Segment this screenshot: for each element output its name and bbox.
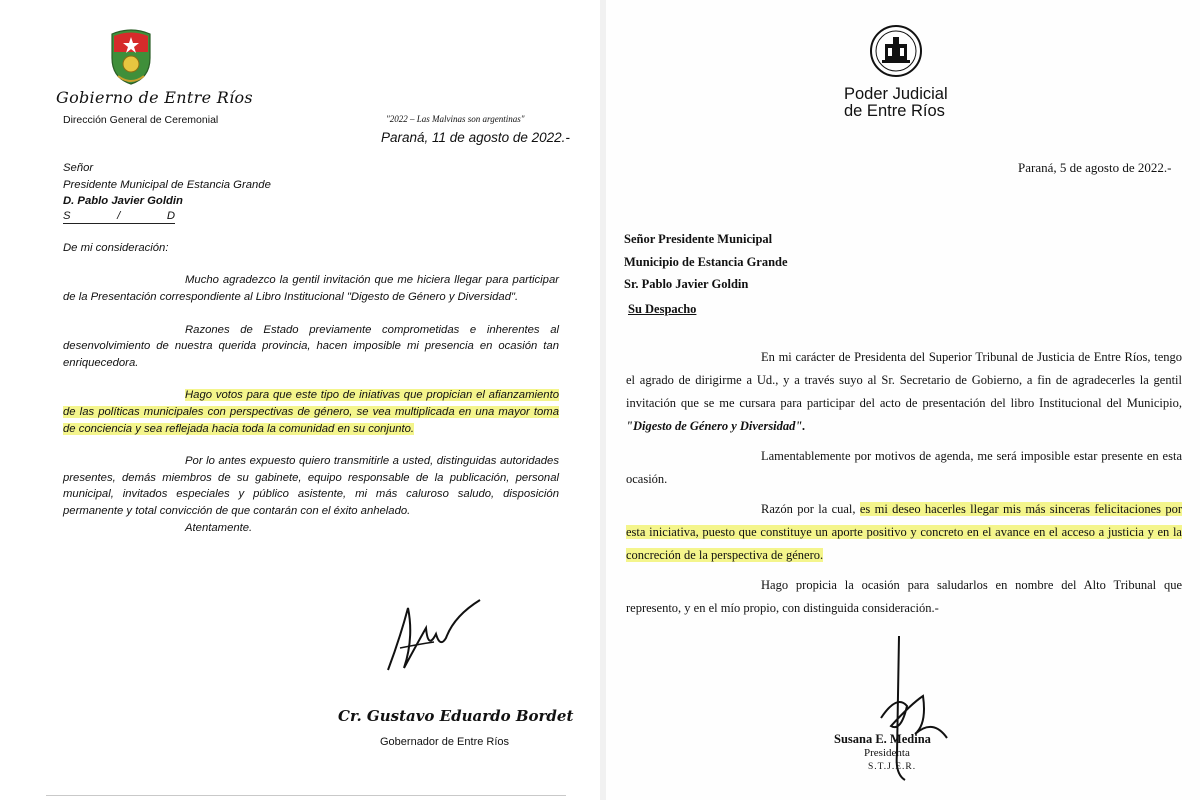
year-motto: "2022 – Las Malvinas son argentinas" xyxy=(386,114,525,124)
highlighted-text: es mi deseo hacerles llegar mis más sinceras felicitaciones por esta iniciativa, puesto que constituye un aporte positivo y concreto en el avance en el acceso a justicia y en la concreción de la perspectiva de género. xyxy=(626,502,1182,562)
footer-rule xyxy=(46,795,566,796)
paragraph-1: Mucho agradezco la gentil invitación que me hiciera llegar para participar de la Presentación correspondiente al Libro Institucional "Digesto de Género y Diversidad". xyxy=(63,274,559,303)
opening-line: De mi consideración: xyxy=(63,241,169,254)
judiciary-letter xyxy=(606,0,1200,800)
judiciary-name xyxy=(844,86,948,120)
government-name: Gobierno de Entre Ríos xyxy=(56,88,253,107)
judiciary-emblem-icon xyxy=(869,24,923,78)
closing: Atentamente. xyxy=(185,521,253,534)
recipient-line-3: Sr. Pablo Javier Goldin xyxy=(624,277,749,291)
su-despacho-abbrev xyxy=(63,210,175,224)
paragraph-4: Por lo antes expuesto quiero transmitirle a usted, distinguidas autoridades presentes, demás miembros de su gabinete, equipo responsable de la publicación, personal municipal, invitados especiales y público asistente, mi más caluroso saludo, disposición permanente y total convicción de que contarán con el éxito anhelado. xyxy=(63,455,559,517)
recipient-name: D. Pablo Javier Goldin xyxy=(63,195,183,208)
recipient-line-1: Señor Presidente Municipal xyxy=(624,232,773,246)
signer-name: Cr. Gustavo Eduardo Bordet xyxy=(338,707,574,725)
d-letter: D xyxy=(166,209,175,222)
paragraph-3 xyxy=(626,498,1182,567)
paragraph-4: Hago propicia la ocasión para saludarlos en nombre del Alto Tribunal que represento, y en el mío propio, con distinguida consideración.- xyxy=(626,578,1182,615)
slash: / xyxy=(117,209,121,222)
recipient-position: Presidente Municipal de Estancia Grande xyxy=(63,178,271,191)
paragraph-3-highlighted xyxy=(63,387,559,437)
handwritten-signature-icon xyxy=(370,598,500,678)
entre-rios-coat-of-arms-icon xyxy=(108,28,154,86)
signer-name: Susana E. Medina xyxy=(834,732,931,746)
judiciary-name-line-1: Poder Judicial xyxy=(844,85,948,103)
letter-date: Paraná, 11 de agosto de 2022.- xyxy=(381,130,570,145)
recipient-line-2: Municipio de Estancia Grande xyxy=(624,254,788,269)
paragraph-2: Lamentablemente por motivos de agenda, me será imposible estar presente en esta ocasión. xyxy=(626,449,1182,486)
su-despacho: Su Despacho xyxy=(628,302,697,316)
paragraph-2: Razones de Estado previamente comprometidas e inherentes al desenvolvimiento de nuestra querida provincia, hacen imposible mi presencia en ocasión tan enriquecedora. xyxy=(63,323,559,369)
letter-body xyxy=(626,346,1182,627)
s-letter: S xyxy=(63,209,71,222)
recipient-block xyxy=(624,228,788,296)
signer-organization: S.T.J.E.R. xyxy=(868,762,917,772)
signer-title: Presidenta xyxy=(864,747,910,759)
paragraph-3-start: Razón por la cual, xyxy=(761,502,860,516)
book-title: "Digesto de Género y Diversidad". xyxy=(626,419,806,433)
judiciary-name-line-2: de Entre Ríos xyxy=(844,102,945,120)
letter-body xyxy=(63,160,559,536)
paragraph-1 xyxy=(626,346,1182,438)
paragraph-1-text: En mi carácter de Presidenta del Superior Tribunal de Justicia de Entre Ríos, tengo el agrado de dirigirme a Ud., y a través suyo al Sr. Secretario de Gobierno, a fin de agradecerles la gentil invitación que se me cursara para participar del acto de presentación del libro Institucional del Municipio, xyxy=(626,350,1182,410)
signer-title: Gobernador de Entre Ríos xyxy=(380,736,510,748)
recipient-salutation: Señor xyxy=(63,162,94,174)
department-name: Dirección General de Ceremonial xyxy=(63,114,219,126)
highlighted-text: Hago votos para que este tipo de iniativas que propician el afianzamiento de las políticas municipales con perspectivas de género, se vea multiplicada en una mayor toma de conciencia y sea reflejada hacia toda la comunidad en su conjunto. xyxy=(63,389,559,435)
letter-date: Paraná, 5 de agosto de 2022.- xyxy=(1018,160,1172,175)
